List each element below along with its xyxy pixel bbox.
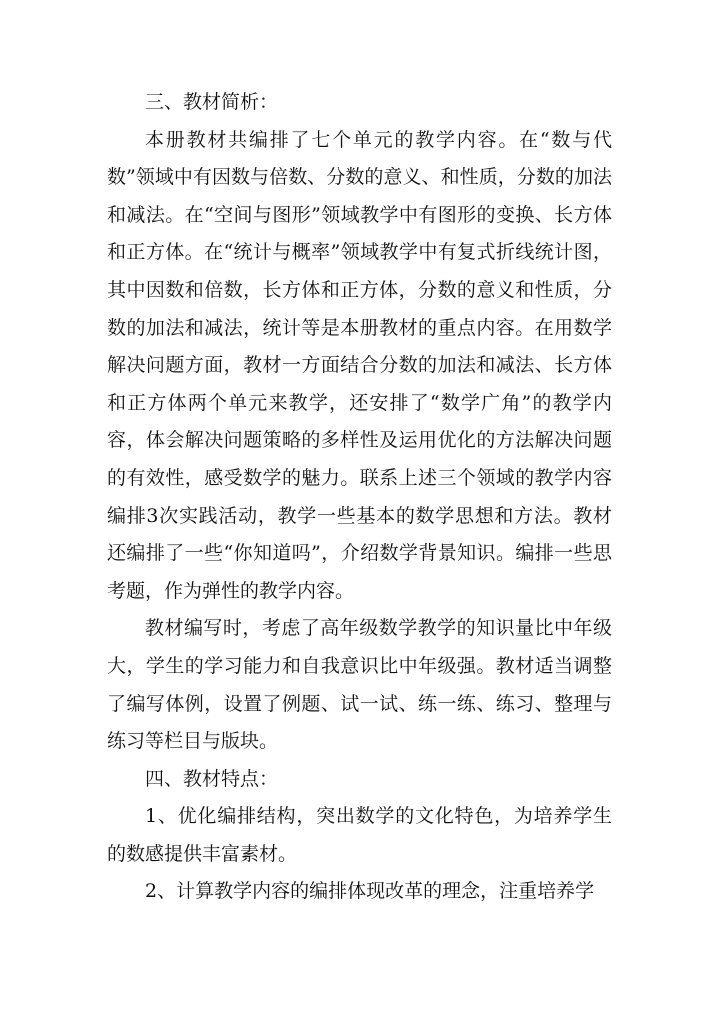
paragraph-feature-1: 1、优化编排结构，突出数学的文化特色，为培养学生的数感提供丰富素材。 <box>107 805 612 865</box>
paragraph-unit-overview: 本册教材共编排了七个单元的教学内容。在“数与代数”领域中有因数与倍数、分数的意义、和性质，分数的加法和减法。在“空间与图形”领域教学中有图形的变换、长方体和正方体。在“统计与概率”领域教学中有复式折线统计图，其中因数和倍数，长方体和正方体，分数的意义和性质，分数的加法和减法，统计等是本册教材的重点内容。在用数学解决问题方面，教材一方面结合分数的加法和减法、长方体和正方体两个单元来教学，还安排了“数学广角”的教学内容，体会解决问题策略的多样性及运用优化的方法解决问题的有效性，感受数学的魅力。联系上述三个领域的教学内容编排3次实践活动，教学一些基本的数学思想和方法。教材还编排了一些“你知道吗”，介绍数学背景知识。编排一些思考题，作为弹性的教学内容。 <box>107 128 612 602</box>
paragraph-feature-2: 2、计算教学内容的编排体现改革的理念，注重培养学 <box>145 880 595 903</box>
paragraph-writing-considerations: 教材编写时，考虑了高年级数学教学的知识量比中年级大，学生的学习能力和自我意识比中年级强。教材适当调整了编写体例，设置了例题、试一试、练一练、练习、整理与练习等栏目与版块。 <box>107 617 612 753</box>
section-heading-textbook-features: 四、教材特点： <box>145 767 279 790</box>
document-body <box>107 84 612 911</box>
section-heading-textbook-analysis: 三、教材简析： <box>145 91 279 113</box>
